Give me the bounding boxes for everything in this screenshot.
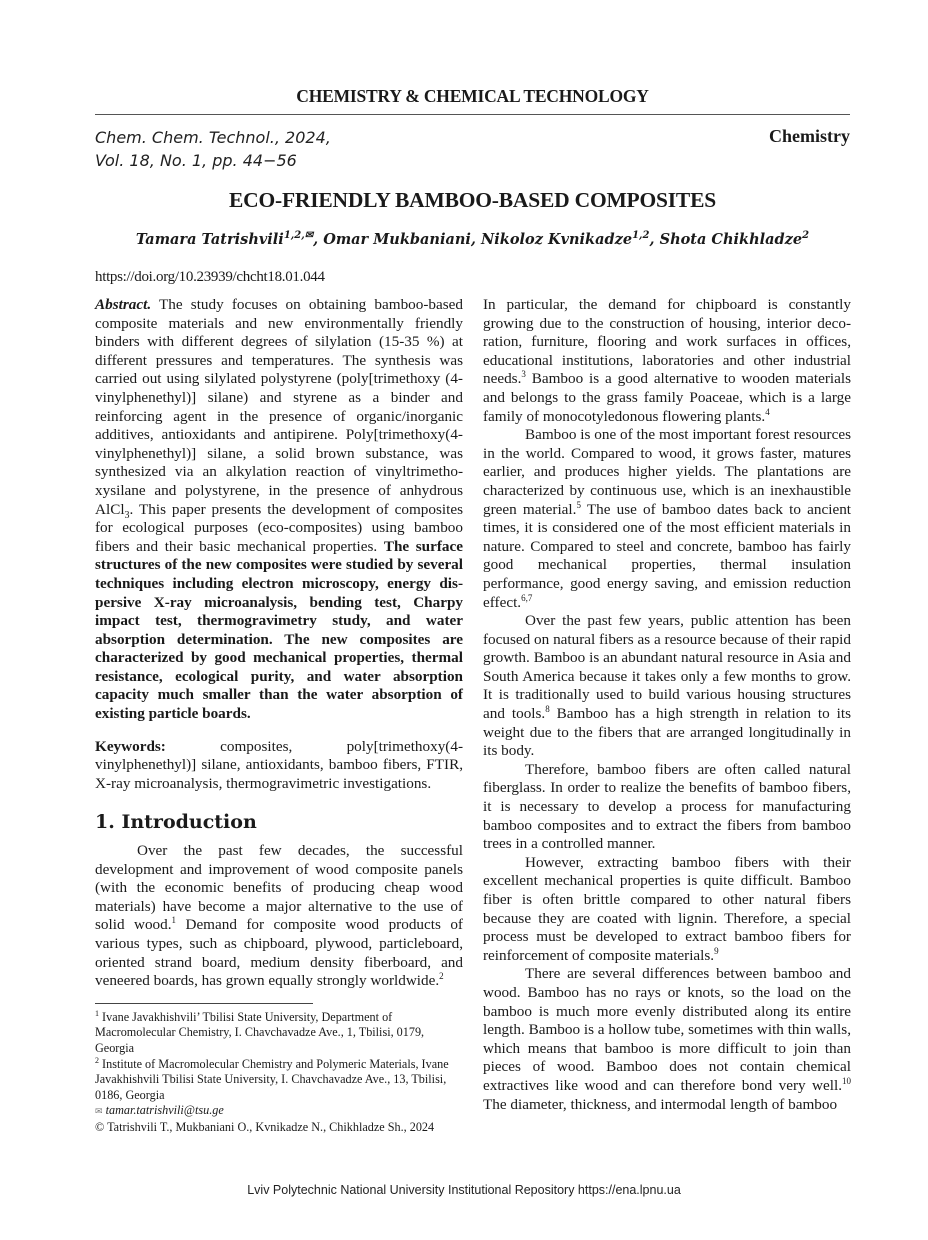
article-title: ECO-FRIENDLY BAMBOO-BASED COMPOSITES: [229, 188, 716, 212]
footnotes: [95, 1010, 463, 1136]
author-list: [95, 231, 850, 248]
citation-ref[interactable]: 4: [765, 406, 770, 417]
repository-footer: Lviv Polytechnic National University Institutional Repository https://ena.lpnu.ua: [247, 1183, 681, 1197]
subscript: 3: [124, 509, 130, 521]
paragraph: [483, 612, 851, 761]
paragraph-text: Bamboo has a high strength in relation to its weight due to the fibers that are arranged longitudinally in its body.: [483, 705, 851, 760]
author-affiliation: 2: [802, 230, 810, 242]
abstract-label: Abstract.: [95, 296, 152, 313]
footnote-2: [95, 1057, 463, 1104]
keywords-label: Keywords:: [95, 737, 166, 755]
abstract: [95, 296, 463, 724]
author-name[interactable]: Tamara Tatrishvili: [135, 231, 284, 248]
footnote-text: Institute of Macromolecular Chemistry and Polymeric Materials, Ivane Javakhishvili Tbilisi State University, I. Chavchavadze Ave., 13, Tbilisi, 0186, Georgia: [95, 1056, 449, 1102]
author-separator: ,: [649, 231, 660, 248]
subject-label: Chemistry: [769, 126, 850, 146]
footnote-text: Ivane Javakhishvili’ Tbilisi State University, Department of Macromolecular Chemistry, I. Chavchavadze Ave., 1, Tbilisi, 0179, Georgia: [95, 1009, 425, 1055]
citation-ref[interactable]: 2: [439, 971, 444, 982]
section-heading-introduction: 1. Introduction: [95, 811, 257, 834]
citation-ref[interactable]: 8: [545, 704, 550, 714]
keywords: [95, 738, 463, 794]
abstract-text: The study focuses on obtaining bamboo-based composite materials and new environmentally friendly binders with different degrees of silylation (15-35 %) at different pressures and temperatures. The synthesis was carried out using silylated polystyrene (poly[trimethoxy (4-vinylphenethyl)] silane) and styrene as a binder and reinforcing agent in the presence of organic/inorganic additives, antioxidants and antipirene. Poly[trimethoxy(4-vinylphenethyl)] silane, a solid brown substance, was synthesized via an alkylation reaction of vinyltrimethoxysilane and polystyrene, in the presence of anhydrous AlCl: [95, 296, 463, 518]
paragraph: Therefore, bamboo fibers are often called natural fiberglass. In order to realize the benefits of bamboo fibers, it is necessary to develop a process for manufacturing bamboo composites and to extract the fibers from bamboo trees in a controlled manner.: [483, 760, 851, 853]
footnote-mark: 1: [95, 1008, 99, 1018]
author-name[interactable]: Nikoloz Kvnikadze: [481, 231, 633, 248]
email-link[interactable]: tamar.tatrishvili@tsu.ge: [105, 1103, 224, 1118]
citation-ref[interactable]: 5: [576, 499, 581, 510]
citation: [95, 126, 331, 172]
author-name[interactable]: Omar Mukbaniani: [323, 231, 471, 248]
citation-ref[interactable]: 10: [842, 1075, 851, 1086]
paragraph-text: However, extracting bamboo fibers with their excellent mechanical properties is quite difficult. Bamboo fiber is often brittle compared to other natural fibers because they are coated with lignin. Therefore, a special process must be developed to extract bamboo fibers for reinforcement of composite materials.: [483, 853, 851, 964]
paragraph-text: Demand for composite wood products of various types, such as chipboard, plywood, particleboard, oriented strand board, medium density fiberboard, and veneered boards, has grown equally strongly worldwide.: [95, 916, 463, 990]
citation-line-2: Vol. 18, No. 1, pp. 44−56: [95, 151, 297, 170]
author-separator: ,: [470, 231, 482, 248]
footnote-divider: [95, 1003, 313, 1004]
right-column: [483, 296, 851, 1114]
envelope-icon: ✉: [95, 1106, 103, 1117]
paragraph-text: Over the past few years, public attention has been focused on natural fibers as a resource because of their rapid growth. Bamboo is an abundant natural resource in Asia and South America because it takes only a few months to grow. It is traditionally used to build various housing structures and tools.: [483, 612, 851, 723]
footnote-mark: 2: [95, 1055, 99, 1065]
citation-ref[interactable]: 1: [171, 915, 177, 926]
copyright: © Tatrishvili T., Mukbaniani O., Kvnikadze N., Chikhladze Sh., 2024: [95, 1119, 435, 1134]
paragraph: [483, 296, 851, 426]
paragraph-text: In particular, the demand for chipboard is constantly growing due to the construction of housing, interior decoration, furniture, flooring and work surfaces in offices, educational institutions, laboratories and other industrial needs.: [483, 296, 851, 388]
footnote-email: [95, 1103, 463, 1120]
journal-name: CHEMISTRY & CHEMICAL TECHNOLOGY: [296, 86, 649, 106]
paragraph-text: The diameter, thickness, and intermodal length of bamboo: [483, 1095, 838, 1113]
citation-ref[interactable]: 9: [714, 945, 719, 956]
paragraph: [95, 842, 463, 991]
paragraph: [483, 965, 851, 1114]
author-name[interactable]: Shota Chikhladze: [659, 231, 803, 248]
author-separator: ,: [313, 231, 324, 248]
header-divider: [95, 114, 850, 115]
paragraph: [483, 426, 851, 612]
citation-ref[interactable]: 3: [521, 369, 526, 380]
author-affiliation: 1,2: [632, 230, 650, 242]
abstract-text: . This paper presents the development of composites for ecological purposes (eco-composites) using bamboo fibers and their basic mechanical properties.: [95, 500, 463, 555]
paragraph-text: Bamboo is a good alternative to wooden materials and belongs to the grass family Poaceae, which is a large family of monocotyledonous flowering plants.: [483, 370, 851, 425]
citation-ref[interactable]: 6,7: [521, 592, 533, 603]
paragraph-text: Bamboo is one of the most important forest resources in the world. Compared to wood, it grows faster, matures earlier, and produces higher yields. The plantations are characterized by continuous use, which is an inexhaustible green material.: [483, 426, 851, 518]
paragraph-text: Over the past few decades, the successful development and improvement of wood composite panels (with the economic benefits of producing cheap wood materials) have become a major alternative to the use of solid wood.: [95, 842, 463, 934]
left-column: [95, 296, 463, 1136]
paragraph: [483, 854, 851, 966]
citation-line-1: Chem. Chem. Technol., 2024,: [95, 128, 331, 147]
footnote-1: [95, 1010, 463, 1057]
doi-link[interactable]: https://doi.org/10.23939/chcht18.01.044: [95, 269, 325, 285]
paragraph-text: The use of bamboo dates back to ancient times, it is considered one of the most efficient materials in nature. Compared to steel and concrete, bamboo has fairly good mechanical properties, thermal insulation performance, good energy saving, and emission reduction effect.: [483, 500, 852, 611]
author-affiliation: 1,2,✉: [283, 230, 314, 242]
abstract-bold-text: The surface structures of the new composites were studied by several techniques including electron microscopy, energy dispersive X-ray microanalysis, bending test, Charpy impact test, thermogravimetry study, and water absorption determination. The new composites are characterized by good mechanical properties, thermal resistance, ecological purity, and water absorption capacity much smaller than the water absorption of existing particle boards.: [95, 537, 463, 723]
keywords-text: composites, poly[trimethoxy(4-vinylphenethyl)] silane, antioxidants, bamboo fibers, FTIR, X-ray microanalysis, thermogravimetric investigations.: [95, 737, 463, 792]
paragraph-text: There are several differences between bamboo and wood. Bamboo has no rays or knots, so the load on the bamboo is much more evenly distributed along its entire length. Bamboo is a hollow tube, sometimes with thin walls, which means that bamboo is more difficult to join than pieces of wood. Bamboo does not contain chemical extractives like wood and can therefore bond very well.: [483, 965, 851, 1094]
